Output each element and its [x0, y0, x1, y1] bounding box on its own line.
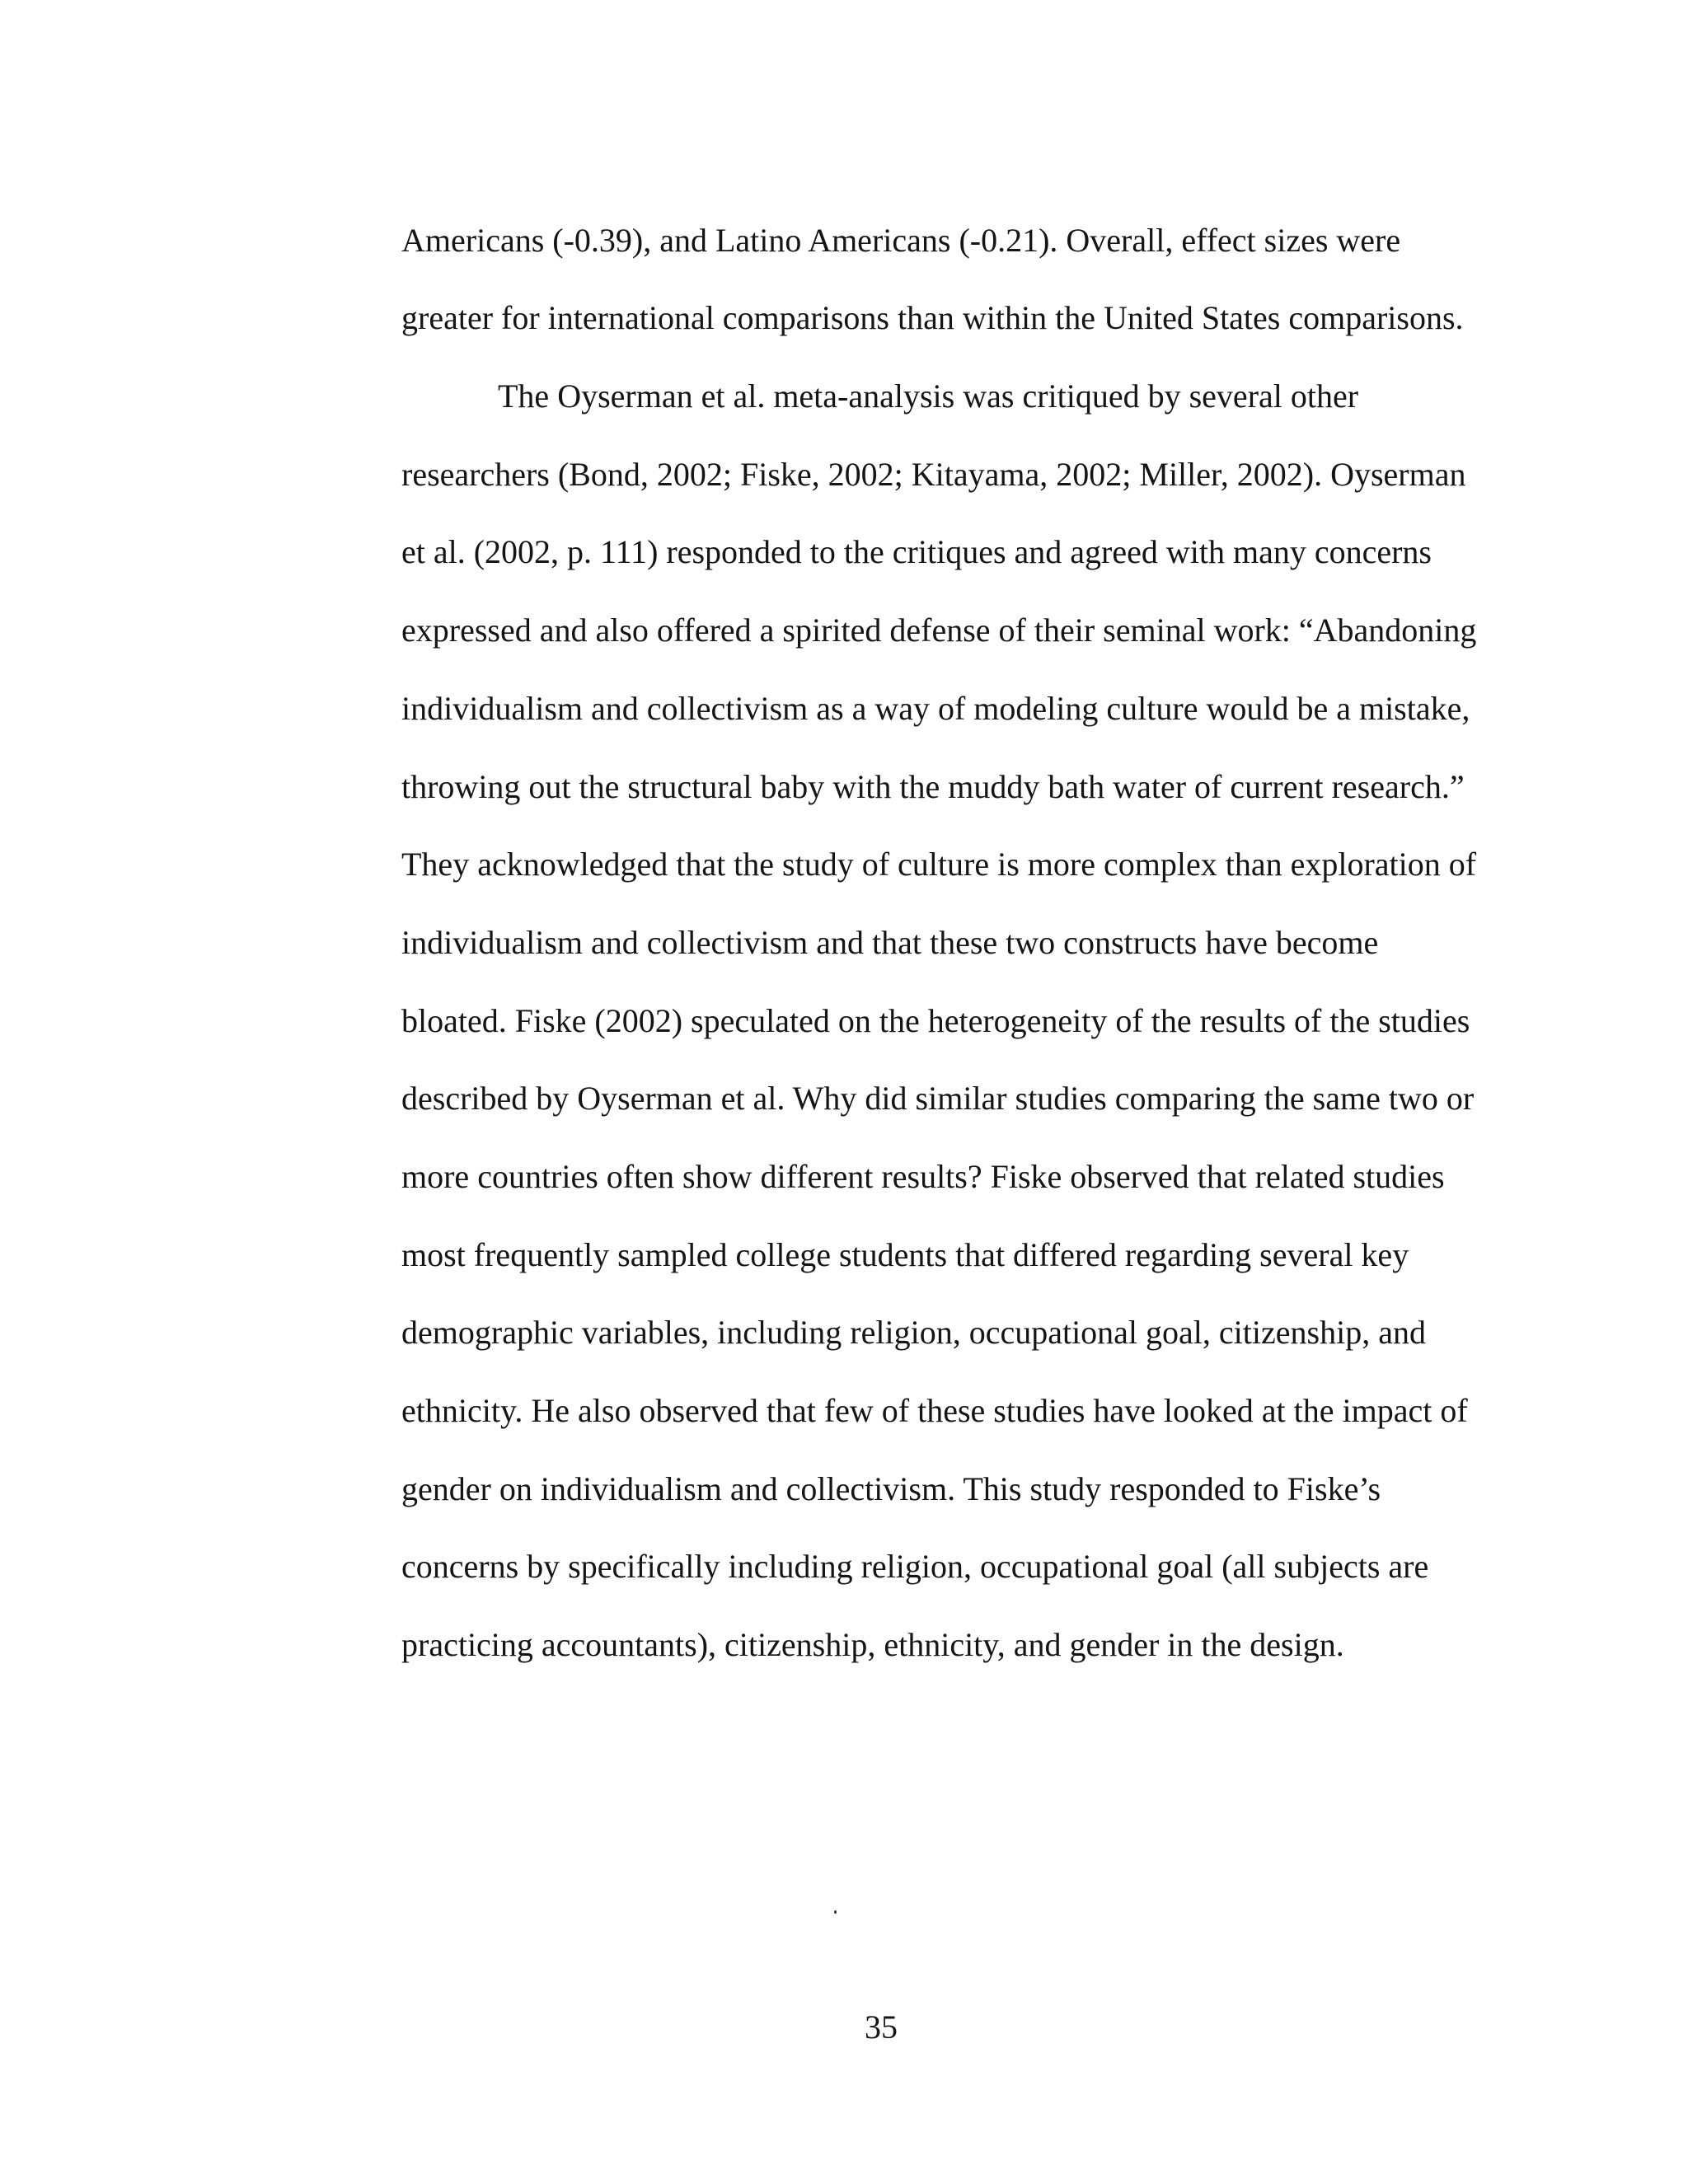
text-line: They acknowledged that the study of culture is more complex than exploration of: [401, 846, 1477, 883]
paragraph-first-line: The Oyserman et al. meta-analysis was critiqued by several other: [498, 377, 1359, 415]
text-line: gender on individualism and collectivism. This study responded to Fiske’s: [401, 1470, 1381, 1507]
text-line: expressed and also offered a spirited defense of their seminal work: “Abandoning: [401, 612, 1477, 649]
text-line: throwing out the structural baby with the muddy bath water of current research.”: [401, 768, 1465, 805]
text-line: greater for international comparisons than within the United States comparisons.: [401, 299, 1464, 336]
text-line: individualism and collectivism as a way of modeling culture would be a mistake,: [401, 690, 1470, 727]
text-line: described by Oyserman et al. Why did similar studies comparing the same two or: [401, 1080, 1475, 1117]
text-line: concerns by specifically including religion, occupational goal (all subjects are: [401, 1548, 1429, 1585]
text-line: bloated. Fiske (2002) speculated on the heterogeneity of the results of the studies: [401, 1002, 1470, 1039]
text-line: et al. (2002, p. 111) responded to the critiques and agreed with many concerns: [401, 533, 1432, 570]
page-number: 35: [865, 2008, 898, 2046]
text-line: researchers (Bond, 2002; Fiske, 2002; Kitayama, 2002; Miller, 2002). Oyserman: [401, 456, 1466, 493]
text-line: practicing accountants), citizenship, ethnicity, and gender in the design.: [401, 1626, 1344, 1663]
text-line: Americans (-0.39), and Latino Americans (-0.21). Overall, effect sizes were: [401, 222, 1401, 259]
scan-speck: [834, 1910, 837, 1914]
text-line: more countries often show different results? Fiske observed that related studies: [401, 1158, 1445, 1195]
text-line: ethnicity. He also observed that few of these studies have looked at the impact of: [401, 1392, 1468, 1429]
text-line: most frequently sampled college students that differed regarding several key: [401, 1236, 1409, 1273]
text-line: individualism and collectivism and that these two constructs have become: [401, 924, 1379, 961]
text-line: demographic variables, including religion, occupational goal, citizenship, and: [401, 1314, 1426, 1351]
